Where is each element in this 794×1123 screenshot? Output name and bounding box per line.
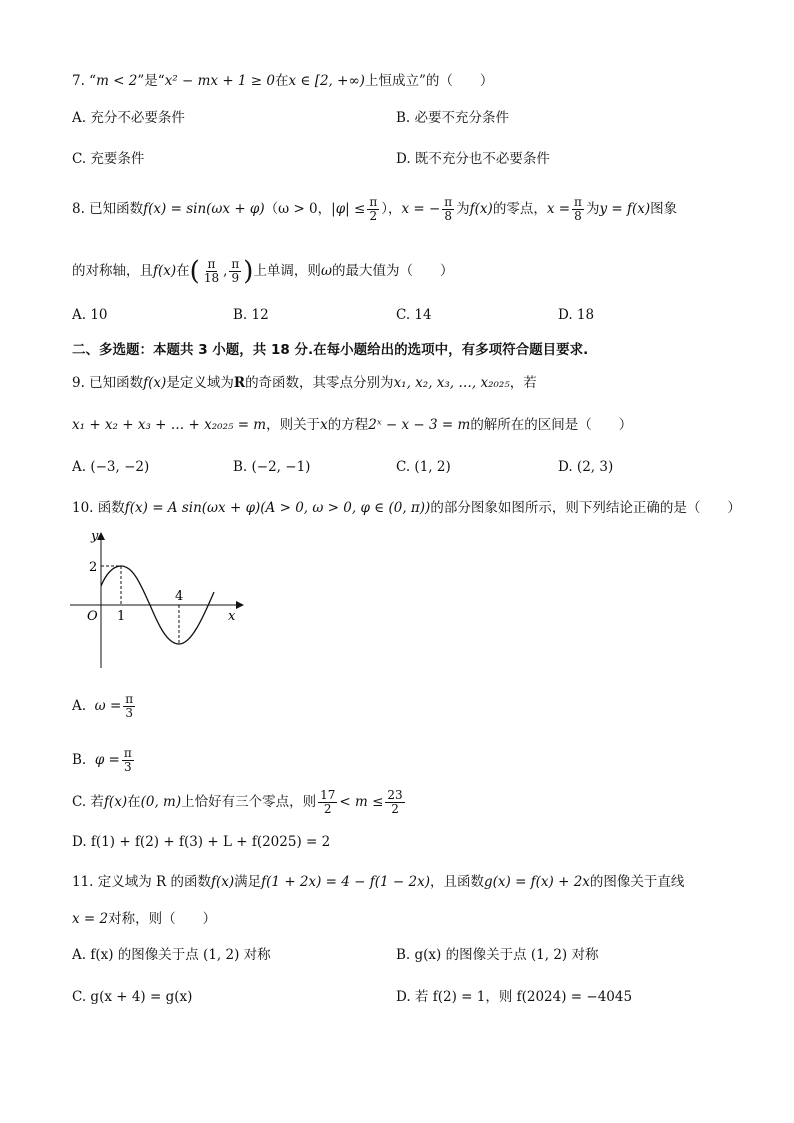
q11-option-b[interactable]: B. g(x) 的图像关于点 (1, 2) 对称 [396,947,599,963]
q10-option-b[interactable]: B. φ = $\frac{\pi}{3}$ [72,746,132,774]
q8-frac-pi-18: $\frac{\pi}{18}$ [203,257,220,285]
q10-option-a[interactable]: A. ω = $\frac{\pi}{3}$ [72,692,134,720]
q10-graph [66,528,246,673]
q7-option-a[interactable]: A. 充分不必要条件 [72,110,185,126]
q9-option-d[interactable]: D. (2, 3) [558,459,614,475]
q10-c-frac-23: $\frac{23}{2}$ [387,788,403,816]
q11-option-d[interactable]: D. 若 f(2) = 1，则 f(2024) = −4045 [396,989,633,1005]
q10-function: f(x) = A sin(ωx + φ)(A > 0, ω > 0, φ ∈ (0, π)) [124,500,431,516]
q9-stem-line1: 9. 已知函数f(x)是定义域为R的奇函数，其零点分别为x₁, x₂, x₃, …, x₂₀₂₅，若 [72,375,537,391]
q7-option-c[interactable]: C. 充要条件 [72,151,145,167]
tick-y-2: 2 [89,560,98,575]
q10-c-frac-17: $\frac{17}{2}$ [320,788,336,816]
q9-option-b[interactable]: B. (−2, −1) [233,459,311,475]
tick-x-4: 4 [175,589,184,604]
q8-frac-pi-9: $\frac{\pi}{9}$ [231,257,240,285]
q11-stem-line2: x = 2对称，则（ ） [72,911,217,927]
q9-zeros: x₁, x₂, x₃, …, x₂₀₂₅ [393,375,510,391]
q8-stem-line2: 的对称轴，且f(x)在( $\frac{\pi}{18}$ , $\frac{\pi}{9}$ )上单调，则ω的最大值为（ ） [72,256,454,287]
q11-option-a[interactable]: A. f(x) 的图像关于点 (1, 2) 对称 [72,947,271,963]
q11-option-c[interactable]: C. g(x + 4) = g(x) [72,989,193,1005]
q7-option-b[interactable]: B. 必要不充分条件 [396,110,510,126]
q9-sum: x₁ + x₂ + x₃ + … + x₂₀₂₅ = m [72,417,267,433]
q8-option-b[interactable]: B. 12 [233,307,269,323]
q8-function: f(x) = sin(ωx + φ) [143,201,265,217]
q8-frac-pi-2: $\frac{\pi}{2}$ [369,195,378,223]
q9-equation: 2ˣ − x − 3 = m [368,417,471,433]
q8-frac-pi-8b: $\frac{\pi}{8}$ [574,195,582,223]
q10-option-d[interactable]: D. f(1) + f(2) + f(3) + L + f(2025) = 2 [72,834,331,850]
q9-option-a[interactable]: A. (−3, −2) [72,459,150,475]
q10-a-frac: $\frac{\pi}{3}$ [125,692,134,720]
q10-b-frac: $\frac{\pi}{3}$ [123,746,132,774]
q10-stem: 10. 函数f(x) = A sin(ωx + φ)(A > 0, ω > 0, φ ∈ (0, π))的部分图象如图所示，则下列结论正确的是（ ） [72,500,741,516]
q7-interval: x ∈ [2, +∞) [288,73,365,89]
q8-frac-pi-8a: $\frac{\pi}{8}$ [444,195,453,223]
x-axis-label: x [228,609,236,624]
q8-option-a[interactable]: A. 10 [72,307,108,323]
x-axis-arrow [236,601,244,609]
q7-condition: m < 2 [96,73,138,89]
q11-stem-line1: 11. 定义域为 R 的函数f(x)满足f(1 + 2x) = 4 − f(1 − 2x)，且函数g(x) = f(x) + 2x的图像关于直线 [72,874,685,890]
q10-option-c[interactable]: C. 若f(x)在(0, m)上恰好有三个零点，则 $\frac{17}{2}$ < m ≤ $\frac{23}{2}$ [72,788,403,816]
q7-inequality: x² − mx + 1 ≥ 0 [164,73,275,89]
origin-label: O [87,609,98,624]
section-2-heading: 二、多选题：本题共 3 小题，共 18 分.在每小题给出的选项中，有多项符合题目要求. [72,342,589,358]
q8-option-c[interactable]: C. 14 [396,307,432,323]
y-axis-label: y [91,529,99,544]
q7-stem: 7. “m < 2”是“x² − mx + 1 ≥ 0在x ∈ [2, +∞)上恒成立”的（ ） [72,73,494,89]
q8-stem-line1: 8. 已知函数f(x) = sin(ωx + φ)（ω > 0，|φ| ≤ $\frac{\pi}{2}$ ），x = − $\frac{\pi}{8}$ 为f(x)的零点，x = $\frac{\pi}{8}$ 为y = f(x)图象 [72,195,678,223]
q9-option-c[interactable]: C. (1, 2) [396,459,451,475]
q9-stem-line2: x₁ + x₂ + x₃ + … + x₂₀₂₅ = m，则关于x的方程2ˣ − x − 3 = m的解所在的区间是（ ） [72,417,633,433]
tick-x-1: 1 [117,609,126,624]
q7-option-d[interactable]: D. 既不充分也不必要条件 [396,151,550,167]
q8-option-d[interactable]: D. 18 [558,307,595,323]
